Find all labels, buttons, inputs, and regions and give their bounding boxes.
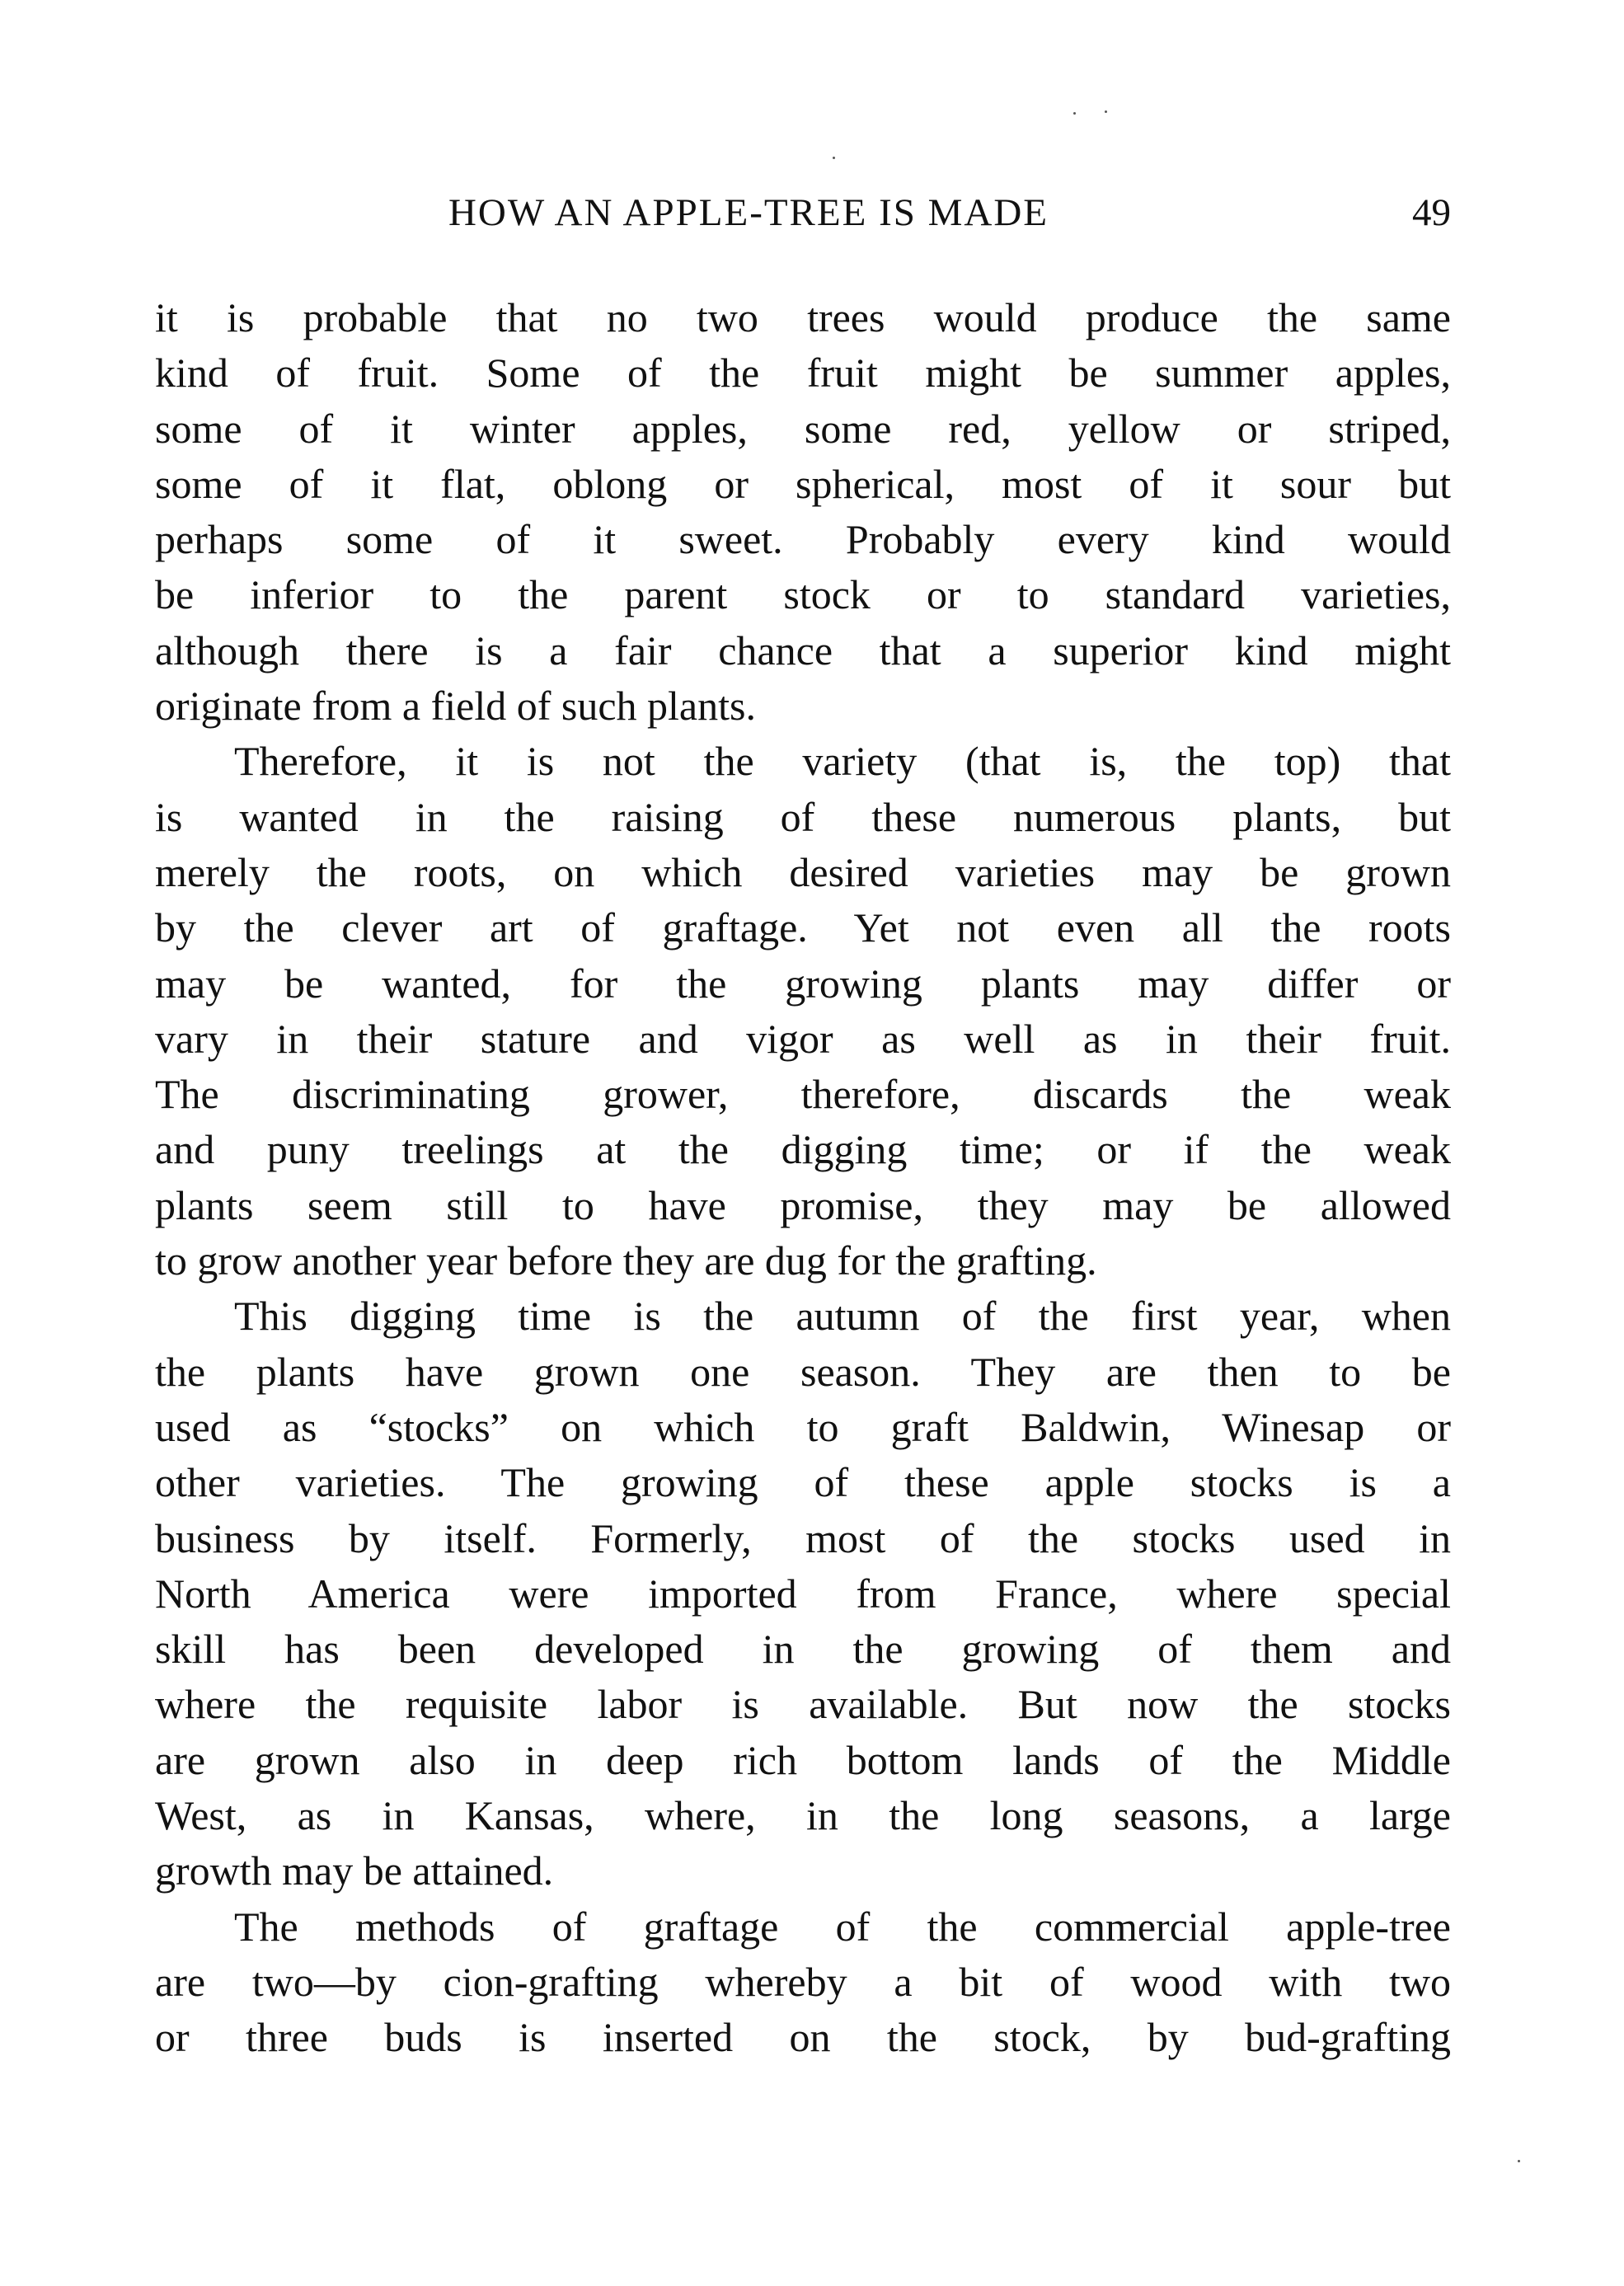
text-line: be inferior to the parent stock or to standard varieties, (155, 571, 1451, 618)
body-text (155, 290, 1451, 2066)
scan-speck (1073, 112, 1076, 115)
text-line: Therefore, it is not the variety (that is, the top) that (234, 738, 1451, 785)
text-line: merely the roots, on which desired varieties may be grown (155, 848, 1451, 895)
paragraph (155, 1289, 1451, 1899)
text-line: it is probable that no two trees would produce the same (155, 294, 1451, 340)
text-line: although there is a fair chance that a superior kind might (155, 627, 1451, 674)
running-head (155, 188, 1451, 237)
text-line: some of it winter apples, some red, yellow or striped, (155, 405, 1451, 452)
text-line: West, as in Kansas, where, in the long seasons, a large (155, 1792, 1451, 1839)
text-line: The methods of graftage of the commercial apple-tree (234, 1903, 1451, 1950)
paragraph (155, 290, 1451, 734)
paragraph (155, 1899, 1451, 2066)
text-line: This digging time is the autumn of the first year, when (234, 1293, 1451, 1340)
text-line: originate from a field of such plants. (155, 683, 756, 730)
text-line: The discriminating grower, therefore, discards the weak (155, 1071, 1451, 1118)
text-line: kind of fruit. Some of the fruit might be summer apples, (155, 350, 1451, 397)
text-line: by the clever art of graftage. Yet not even all the roots (155, 904, 1451, 951)
scan-speck (833, 157, 835, 159)
text-line: business by itself. Formerly, most of the stocks used in (155, 1514, 1451, 1561)
text-line: plants seem still to have promise, they may be allowed (155, 1181, 1451, 1228)
text-line: growth may be attained. (155, 1847, 554, 1894)
text-line: is wanted in the raising of these numerous plants, but (155, 793, 1451, 840)
page-number: 49 (1412, 191, 1451, 234)
text-line: the plants have grown one season. They are then to be (155, 1348, 1451, 1395)
text-line: other varieties. The growing of these apple stocks is a (155, 1459, 1451, 1506)
text-line: are grown also in deep rich bottom lands of the Middle (155, 1736, 1451, 1783)
text-line: are two—by cion-grafting whereby a bit of wood with two (155, 1958, 1451, 2005)
text-line: some of it flat, oblong or spherical, most of it sour but (155, 460, 1451, 507)
text-line: where the requisite labor is available. But now the stocks (155, 1681, 1451, 1728)
text-line: and puny treelings at the digging time; or if the weak (155, 1126, 1451, 1173)
text-line: perhaps some of it sweet. Probably every kind would (155, 516, 1451, 563)
scan-speck (1518, 2160, 1520, 2162)
running-title: HOW AN APPLE-TREE IS MADE (448, 191, 1049, 234)
text-line: or three buds is inserted on the stock, by bud-grafting (155, 2014, 1451, 2061)
paragraph (155, 734, 1451, 1289)
text-line: North America were imported from France, where special (155, 1570, 1451, 1617)
text-line: may be wanted, for the growing plants may differ or (155, 960, 1451, 1007)
text-line: skill has been developed in the growing of them and (155, 1626, 1451, 1673)
scan-speck (1105, 110, 1107, 113)
text-line: used as “stocks” on which to graft Baldwin, Winesap or (155, 1403, 1451, 1450)
text-line: vary in their stature and vigor as well as in their fruit. (155, 1015, 1451, 1062)
text-line: to grow another year before they are dug for the grafting. (155, 1237, 1097, 1284)
